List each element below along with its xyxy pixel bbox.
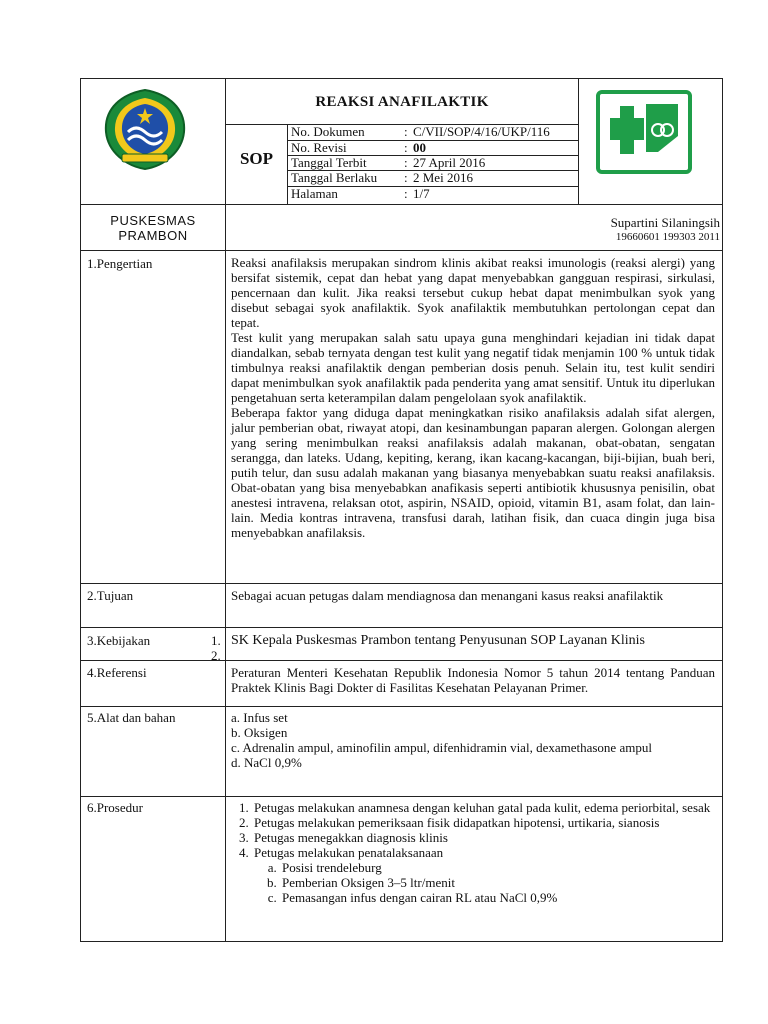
alat-bahan-list [231,710,691,770]
regency-emblem-logo [98,86,192,172]
row-divider [80,250,723,251]
meta-row-no-revisi: No. Revisi : 00 [291,140,426,155]
pengertian-content [231,255,715,540]
label-tujuan: 2.Tujuan [87,588,134,603]
sop-label: SOP [239,149,274,168]
row-divider [80,660,723,661]
kebijakan-num1: 1. [211,633,221,648]
pengertian-paragraph: Test kulit yang merupakan salah satu upaya guna menghindari kejadian ini tidak dapat diandalkan, sebab ternyata dengan test kulit yang negatif tidak menjamin 100 % untuk tidak timbulnya reaksi anafilaktik dengan pemberian dosis penuh. Selain itu, test kulit sendiri dapat menimbulkan syok anafilaktik pada penderita yang amat sensitif. Untuk itu diperlukan pengetahuan serta keterampilan dalam pengelolaan syok anafilaktik. [231,330,715,405]
table-border-right [722,78,723,942]
puskesmas-cross-logo [596,90,694,176]
table-border-left [80,78,81,942]
institution-name [81,213,225,243]
prosedur-substep: a. Posisi trendeleburg [280,860,716,875]
label-kebijakan: 3.Kebijakan [87,633,151,648]
meta-row-tanggal-berlaku: Tanggal Berlaku : 2 Mei 2016 [291,170,473,185]
prosedur-step: 3. Petugas menegakkan diagnosis klinis [252,830,716,845]
meta-row-tanggal-terbit: Tanggal Terbit : 27 April 2016 [291,155,486,170]
prosedur-step: 1. Petugas melakukan anamnesa dengan keluhan gatal pada kulit, edema periorbital, sesak [252,800,716,815]
prosedur-step [252,845,716,905]
label-pengertian: 1.Pengertian [87,256,153,271]
prosedur-substep-list [254,860,716,905]
tujuan-content: Sebagai acuan petugas dalam mendiagnosa dan menangani kasus reaksi anafilaktik [231,588,664,603]
signer-block [560,215,720,245]
pengertian-paragraph: Reaksi anafilaksis merupakan sindrom klinis akibat reaksi imunologis (reaksi alergi) yang bersifat sistemik, cepat dan hebat yang dapat menyebabkan gangguan respirasi, sirkulasi, pencernaan dan kulit. Jika reaksi tersebut cukup hebat dapat menimbulkan syok yang disebut sebagai syok anafilaktik. Syok anafilaktik membutuhkan pertolongan cepat dan tepat. [231,255,715,330]
prosedur-list [230,800,716,905]
row-divider [80,627,723,628]
column-divider [225,78,226,942]
meta-row-halaman: Halaman : 1/7 [291,186,430,201]
alat-item: a. Infus set [231,710,288,725]
meta-row-no-dokumen: No. Dokumen : C/VII/SOP/4/16/UKP/116 [291,124,550,139]
prosedur-step: 2. Petugas melakukan pemeriksaan fisik didapatkan hipotensi, urtikaria, sianosis [252,815,716,830]
table-border-top [80,78,723,79]
institution-line1: PUSKESMAS [110,213,196,228]
row-divider [80,706,723,707]
row-divider [80,583,723,584]
document-title: REAKSI ANAFILAKTIK [315,94,489,110]
label-referensi: 4.Referensi [87,665,147,680]
kebijakan-num2: 2. [211,648,221,663]
institution-line2: PRAMBON [118,228,188,243]
alat-item: c. Adrenalin ampul, aminofilin ampul, difenhidramin vial, dexamethasone ampul [231,740,652,755]
label-alat-bahan: 5.Alat dan bahan [87,710,176,725]
signer-name: Supartini Silaningsih [610,215,720,230]
table-border-bottom [80,941,723,942]
row-divider [80,204,723,205]
prosedur-step-text: Petugas melakukan penatalaksanaan [254,845,444,860]
row-divider [80,796,723,797]
alat-item: d. NaCl 0,9% [231,755,302,770]
label-prosedur: 6.Prosedur [87,800,143,815]
alat-item: b. Oksigen [231,725,288,740]
prosedur-substep: c. Pemasangan infus dengan cairan RL atau NaCl 0,9% [280,890,716,905]
prosedur-content [230,800,716,905]
kebijakan-content: SK Kepala Puskesmas Prambon tentang Penyusunan SOP Layanan Klinis [231,633,645,648]
pengertian-paragraph: Beberapa faktor yang diduga dapat meningkatkan risiko anafilaksis adalah sifat alergen, jalur pemberian obat, riwayat atopi, dan kesinambungan paparan alergen. Golongan alergen yang sering menimbulkan reaksi anafilaksis adalah makanan, obat-obatan, sengatan serangga, dan lateks. Udang, kepiting, kerang, ikan kacang-kacangan, biji-bijian, buah beri, putih telur, dan susu adalah makanan yang biasanya menyebabkan suatu reaksi anafilaksis. Obat-obatan yang bisa menyebabkan anafikasis seperti antibiotik khususnya penisilin, obat anestesi intravena, relaksan otot, aspirin, NSAID, opioid, vitamin B1, asam folat, dan lain-lain. Media kontras intravena, transfusi darah, latihan fisik, dan cuaca dingin juga bisa menyebabkan anafilaksis. [231,405,715,540]
signer-nip: 19660601 199303 2011 [615,231,720,243]
referensi-content: Peraturan Menteri Kesehatan Republik Indonesia Nomor 5 tahun 2014 tentang Panduan Praktek Klinis Bagi Dokter di Fasilitas Kesehatan Pelayanan Primer. [231,665,715,695]
prosedur-substep: b. Pemberian Oksigen 3–5 ltr/menit [280,875,716,890]
